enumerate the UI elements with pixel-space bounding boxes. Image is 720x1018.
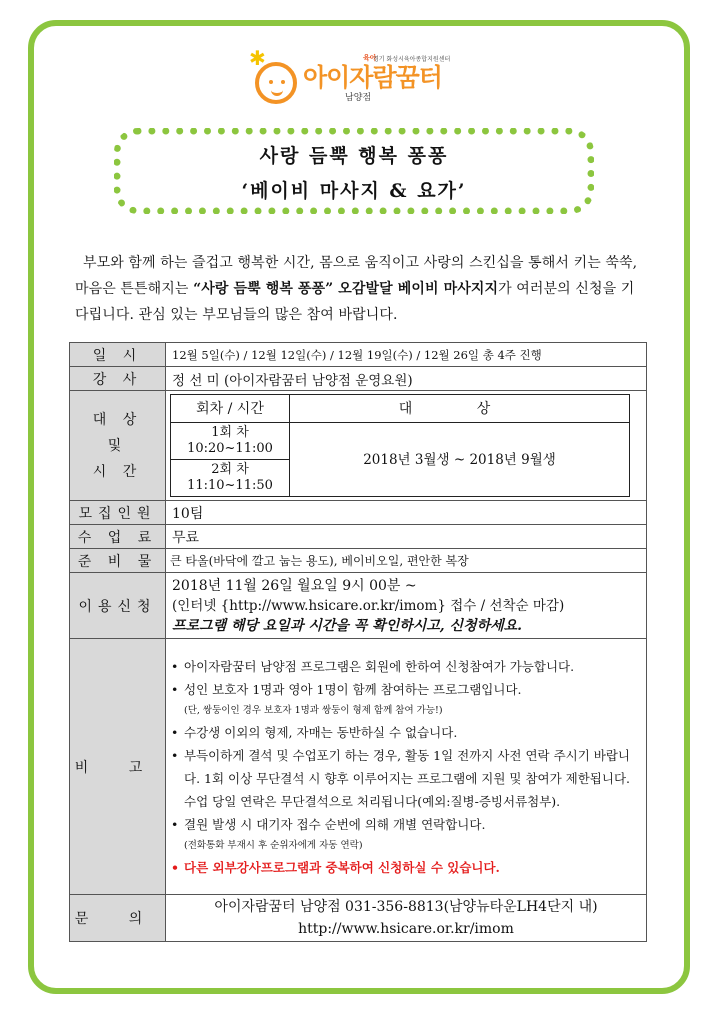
value-date: 12월 5일(수) / 12월 12일(수) / 12월 19일(수) / 12월 26일 총 4주 진행	[166, 343, 647, 367]
session-1	[171, 423, 290, 460]
apply-line-3: 프로그램 해당 요일과 시간을 꼭 확인하시고, 신청하세요.	[172, 617, 523, 634]
logo-branch: 남양점	[345, 93, 372, 103]
value-notes	[166, 639, 647, 895]
label-target	[70, 391, 166, 501]
contact-line-1: 아이자람꿈터 남양점 031-356-8813(남양뉴타운LH4단지 내)	[214, 899, 598, 915]
intro-paragraph: 부모와 함께 하는 즐겁고 행복한 시간, 몸으로 움직이고 사랑의 스킨십을 통해서 키는 쑥쑥, 마음은 튼튼해지는 “사랑 듬뿍 행복 퐁퐁” 오감발달 베이비 마사지지가 여러분의 신청을 기다립니다. 관심 있는 부모님들의 많은 참여 바랍니다.	[75, 255, 638, 323]
value-supplies: 큰 타올(바닥에 깔고 눕는 용도), 베이비오일, 편안한 복장	[166, 549, 647, 573]
info-table	[69, 342, 647, 942]
label-target-2: 및	[107, 437, 128, 454]
apply-line-2: (인터넷 {http://www.hsicare.or.kr/imom} 접수 / 선착순 마감)	[172, 597, 565, 614]
note-item: • 성인 보호자 1명과 영아 1명이 함께 참여하는 프로그램입니다.	[168, 678, 640, 701]
center-name: 경기 화성시육아종합지원센터	[373, 56, 451, 63]
note-item: • 아이자람꿈터 남양점 프로그램은 회원에 한하여 신청참여가 가능합니다.	[168, 655, 640, 678]
logo-eye-icon	[269, 80, 273, 84]
note-sub: (전화통화 부재시 후 순위자에게 자동 연락)	[184, 839, 363, 851]
value-recruit: 10팀	[166, 501, 647, 525]
logo-name: 아이자람꿈터	[303, 63, 442, 92]
title-line-2: ‘베이비 마사지 & 요가’	[241, 180, 467, 202]
label-target-3: 시 간	[92, 463, 143, 480]
center-mark: 육아	[363, 53, 377, 62]
session-1-name: 1회 차	[211, 425, 249, 440]
head-session: 회차 / 시간	[171, 395, 290, 423]
row-instructor	[70, 367, 647, 391]
label-contact: 문 의	[70, 895, 166, 942]
intro-text-end: 가 여러분의 신청을 기다립니다. 관심 있는 부모님들의 많은 참여 바랍니다.	[75, 281, 635, 323]
note-item-warning: • 다른 외부강사프로그램과 중복하여 신청하실 수 있습니다.	[168, 856, 640, 879]
note-item: • 수강생 이외의 형제, 자매는 동반하실 수 없습니다.	[168, 721, 640, 744]
value-fee: 무료	[166, 525, 647, 549]
note-item: • 부득이하게 결석 및 수업포기 하는 경우, 활동 1일 전까지 사전 연락 주시기 바랍니다. 1회 이상 무단결석 시 향후 이루어지는 프로그램에 지원 및 참여가 제한됩니다. 수업 당일 연락은 무단결석으로 처리됩니다(예외:질병-증빙서류첨부).	[168, 744, 640, 813]
label-notes: 비 고	[70, 639, 166, 895]
logo	[249, 46, 495, 118]
session-2-time: 11:10~11:50	[187, 478, 273, 493]
head-target: 대 상	[290, 395, 630, 423]
label-recruit: 모집인원	[70, 501, 166, 525]
label-target-1: 대 상	[92, 411, 143, 428]
row-target	[70, 391, 647, 501]
value-apply	[166, 573, 647, 639]
intro-highlight: “사랑 듬뿍 행복 퐁퐁” 오감발달 베이비 마사지	[193, 281, 485, 297]
note-item: • 결원 발생 시 대기자 접수 순번에 의해 개별 연락합니다.	[168, 813, 640, 836]
contact-url[interactable]: http://www.hsicare.or.kr/imom	[298, 921, 514, 937]
label-date: 일 시	[70, 343, 166, 367]
title-line-1: 사랑 듬뿍 행복 퐁퐁	[259, 145, 449, 167]
row-notes	[70, 639, 647, 895]
label-apply: 이용신청	[70, 573, 166, 639]
label-instructor: 강 사	[70, 367, 166, 391]
target-value: 2018년 3월생 ~ 2018년 9월생	[290, 423, 630, 497]
label-fee: 수 업 료	[70, 525, 166, 549]
logo-mouth-icon	[271, 87, 283, 96]
note-sub: (단, 쌍둥이인 경우 보호자 1명과 쌍둥이 형제 함께 참여 가능!)	[184, 704, 443, 716]
label-supplies: 준 비 물	[70, 549, 166, 573]
value-instructor: 정 선 미 (아이자람꿈터 남양점 운영요원)	[166, 367, 647, 391]
row-apply	[70, 573, 647, 639]
session-table	[170, 394, 630, 497]
session-2-name: 2회 차	[211, 462, 249, 477]
title-box	[114, 128, 594, 214]
row-supplies	[70, 549, 647, 573]
notes-list	[168, 655, 640, 879]
star-icon: ✱	[249, 46, 266, 70]
intro-text: 부모와 함께 하는 즐겁고 행복한 시간, 몸으로 움직이고 사랑의 스킨십을 통해서 키는 쑥쑥, 마음은 튼튼해지는	[75, 255, 638, 297]
row-recruit	[70, 501, 647, 525]
row-date	[70, 343, 647, 367]
row-contact	[70, 895, 647, 942]
value-target	[166, 391, 647, 501]
apply-line-1: 2018년 11월 26일 월요일 9시 00분 ~	[172, 577, 417, 594]
session-1-time: 10:20~11:00	[187, 441, 273, 456]
logo-eye-icon	[281, 80, 285, 84]
row-fee	[70, 525, 647, 549]
value-contact	[166, 895, 647, 942]
session-2	[171, 460, 290, 497]
